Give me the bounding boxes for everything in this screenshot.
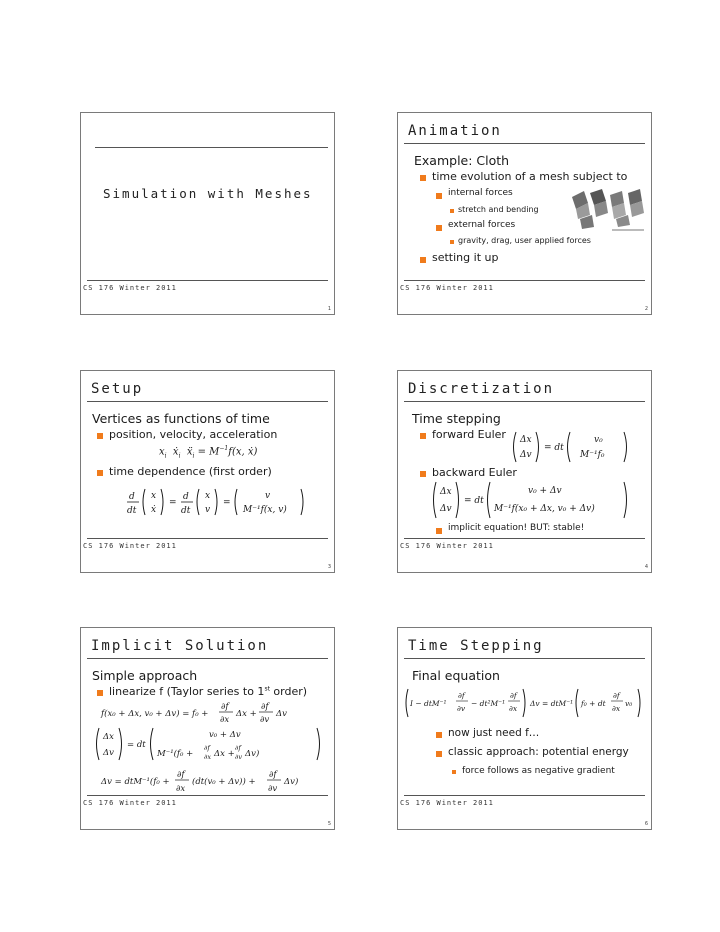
bullet-icon — [450, 209, 454, 213]
svg-text:∂v: ∂v — [457, 704, 466, 713]
bullet-icon — [97, 433, 103, 439]
svg-text:M⁻¹(f₀ +: M⁻¹(f₀ + — [157, 749, 194, 759]
svg-text:ẋ: ẋ — [151, 505, 157, 515]
title-rule — [95, 147, 328, 148]
svg-text:∂v: ∂v — [260, 715, 270, 725]
bullet-text: implicit equation! BUT: stable! — [448, 523, 585, 533]
footer-rule — [404, 280, 645, 281]
svg-text:∂x: ∂x — [509, 704, 518, 713]
svg-text:M⁻¹f(x₀ + Δx, v₀ + Δv): M⁻¹f(x₀ + Δx, v₀ + Δv) — [494, 504, 595, 514]
bullet-text: external forces — [448, 220, 516, 230]
heading: Vertices as functions of time — [92, 411, 270, 426]
svg-text:Δv: Δv — [276, 709, 287, 719]
slide-title: Animation — [408, 123, 502, 139]
slide-footer: CS 176 Winter 2011 — [400, 284, 494, 292]
svg-text:∂x: ∂x — [220, 715, 230, 725]
svg-text:∂f: ∂f — [458, 691, 465, 700]
svg-text:Δx +: Δx + — [236, 709, 257, 719]
slide-title: Simulation with Meshes — [103, 186, 313, 201]
bullet-text: linearize f (Taylor series to 1st order) — [109, 685, 308, 698]
page-number: 3 — [327, 564, 331, 570]
bullet-text: stretch and bending — [458, 205, 539, 214]
svg-text:d: d — [183, 492, 189, 502]
svg-text:Δv): Δv) — [284, 777, 299, 787]
svg-text:Δx: Δx — [440, 487, 452, 497]
bullet-icon — [436, 528, 442, 534]
bullet-text: gravity, drag, user applied forces — [458, 236, 591, 245]
forward-euler-equation — [508, 429, 638, 465]
backward-euler-equation — [428, 479, 638, 521]
bullet-icon — [436, 193, 442, 199]
svg-text:Δx: Δx — [103, 732, 114, 742]
svg-text:∂f: ∂f — [613, 691, 620, 700]
svg-text:= dt: = dt — [127, 740, 146, 750]
bullet-text: now just need f… — [448, 727, 540, 739]
cloth-simulation-image — [568, 189, 646, 235]
svg-text:= dt: = dt — [544, 443, 564, 453]
bullet-icon — [436, 225, 442, 231]
slide-6 — [397, 627, 652, 830]
svg-text:Δv: Δv — [520, 450, 532, 460]
footer-rule — [404, 795, 645, 796]
slide-2 — [397, 112, 652, 315]
slide-footer: CS 176 Winter 2011 — [400, 799, 494, 807]
footer-rule — [87, 538, 328, 539]
taylor-expansion-equations — [91, 698, 331, 798]
bullet-text: classic approach: potential energy — [448, 746, 629, 758]
svg-text:Δx +: Δx + — [214, 749, 235, 759]
bullet-text: force follows as negative gradient — [462, 766, 615, 776]
heading: Simple approach — [92, 668, 198, 683]
footer-rule — [87, 795, 328, 796]
svg-text:v₀ + Δv: v₀ + Δv — [209, 730, 241, 740]
svg-text:∂f: ∂f — [510, 691, 517, 700]
slide-title: Setup — [91, 381, 144, 397]
slide-footer: CS 176 Winter 2011 — [83, 799, 177, 807]
svg-text:∂x: ∂x — [612, 704, 621, 713]
title-rule — [404, 401, 645, 402]
heading: Time stepping — [412, 411, 501, 426]
svg-text:v₀: v₀ — [625, 699, 633, 708]
svg-text:v: v — [205, 505, 211, 515]
svg-text:f₀ + dt: f₀ + dt — [581, 699, 606, 708]
slide-title: Discretization — [408, 381, 555, 397]
svg-text:d: d — [129, 492, 135, 502]
kinematics-equation: $x_i$ ẋ$_i$ ẍ$_i$ = $M^{-1}f(x$, ẋ) — [159, 445, 258, 460]
svg-text:v₀ + Δv: v₀ + Δv — [528, 486, 562, 496]
slide-1 — [80, 112, 335, 315]
bullet-text: forward Euler — [432, 428, 506, 441]
svg-text:− dt²M⁻¹: − dt²M⁻¹ — [471, 699, 506, 708]
svg-text:Δv): Δv) — [245, 749, 260, 759]
bullet-icon — [420, 471, 426, 477]
svg-text:f(x₀ + Δx, v₀ + Δv) = f₀ +: f(x₀ + Δx, v₀ + Δv) = f₀ + — [101, 709, 209, 719]
page-number: 2 — [644, 306, 648, 312]
svg-text:x: x — [151, 491, 157, 501]
svg-text:∂f: ∂f — [221, 702, 229, 712]
bullet-text: time evolution of a mesh subject to — [432, 170, 628, 183]
title-rule — [404, 658, 645, 659]
svg-text:∂f: ∂f — [204, 744, 210, 752]
slide-footer: CS 176 Winter 2011 — [83, 542, 177, 550]
svg-text:Δv = dtM⁻¹: Δv = dtM⁻¹ — [530, 699, 574, 708]
slide-title: Implicit Solution — [91, 638, 269, 654]
svg-text:∂v: ∂v — [235, 753, 243, 761]
svg-text:Δv: Δv — [103, 748, 114, 758]
page-number: 1 — [327, 306, 331, 312]
slide-4 — [397, 370, 652, 573]
svg-text:∂x: ∂x — [204, 753, 212, 761]
svg-text:Δx: Δx — [520, 435, 532, 445]
bullet-text: position, velocity, acceleration — [109, 428, 278, 441]
svg-text:Δv = dtM⁻¹(f₀ +: Δv = dtM⁻¹(f₀ + — [101, 777, 170, 787]
svg-text:v: v — [265, 491, 271, 501]
svg-text:∂f: ∂f — [261, 702, 269, 712]
slide-5 — [80, 627, 335, 830]
footer-rule — [87, 280, 328, 281]
svg-text:I − dtM⁻¹: I − dtM⁻¹ — [410, 699, 447, 708]
bullet-icon — [420, 433, 426, 439]
svg-text:Δv: Δv — [440, 504, 452, 514]
svg-text:∂f: ∂f — [235, 744, 241, 752]
bullet-icon — [436, 732, 442, 738]
footer-rule — [404, 538, 645, 539]
heading: Final equation — [412, 668, 500, 683]
slide-footer: CS 176 Winter 2011 — [400, 542, 494, 550]
first-order-system-equation — [125, 485, 315, 519]
svg-text:=: = — [223, 498, 231, 508]
svg-text:dt: dt — [127, 506, 137, 516]
svg-text:x: x — [205, 491, 211, 501]
title-rule — [87, 658, 328, 659]
bullet-text: setting it up — [432, 251, 499, 264]
svg-text:(dt(v₀ + Δv)) +: (dt(v₀ + Δv)) + — [192, 777, 256, 787]
svg-text:∂f: ∂f — [177, 770, 185, 780]
svg-text:= dt: = dt — [464, 496, 484, 506]
svg-text:M⁻¹f₀: M⁻¹f₀ — [580, 450, 605, 460]
svg-text:v₀: v₀ — [594, 435, 603, 445]
bullet-icon — [420, 175, 426, 181]
title-rule — [87, 401, 328, 402]
bullet-text: time dependence (first order) — [109, 465, 272, 478]
slide-title: Time Stepping — [408, 638, 544, 654]
final-equation — [402, 686, 650, 720]
svg-text:∂f: ∂f — [269, 770, 277, 780]
bullet-icon — [97, 690, 103, 696]
svg-text:=: = — [169, 498, 177, 508]
bullet-icon — [452, 770, 456, 774]
bullet-icon — [436, 751, 442, 757]
svg-text:∂x: ∂x — [176, 784, 186, 794]
svg-text:∂v: ∂v — [268, 784, 278, 794]
heading: Example: Cloth — [414, 153, 510, 168]
bullet-icon — [97, 470, 103, 476]
page-number: 4 — [644, 564, 648, 570]
title-rule — [404, 143, 645, 144]
svg-text:dt: dt — [181, 506, 191, 516]
bullet-icon — [450, 240, 454, 244]
slide-3 — [80, 370, 335, 573]
svg-text:M⁻¹f(x, v): M⁻¹f(x, v) — [243, 505, 287, 515]
bullet-icon — [420, 257, 426, 263]
slide-footer: CS 176 Winter 2011 — [83, 284, 177, 292]
page-number: 5 — [327, 821, 331, 827]
page-number: 6 — [644, 821, 648, 827]
bullet-text: backward Euler — [432, 466, 517, 479]
bullet-text: internal forces — [448, 188, 513, 198]
